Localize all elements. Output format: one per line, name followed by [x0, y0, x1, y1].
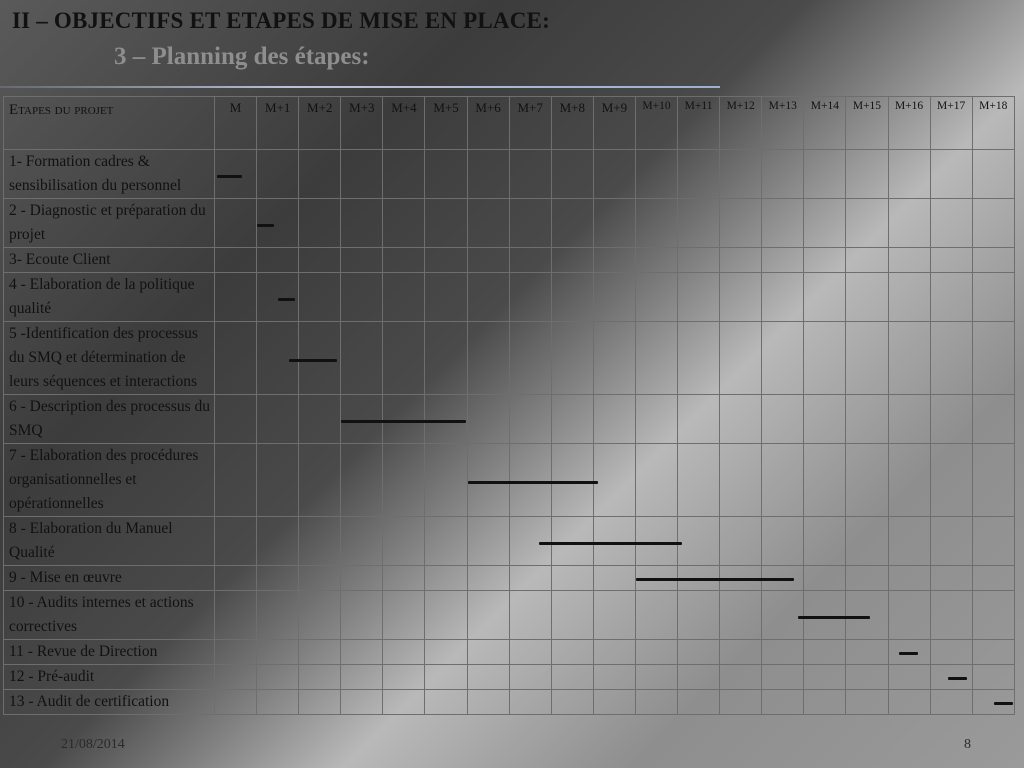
month-cell: [341, 665, 383, 690]
step-row: [4, 566, 1015, 591]
month-cell: [425, 273, 467, 322]
month-header: M+1: [257, 97, 299, 150]
month-cell: [972, 395, 1014, 444]
month-cell: [215, 665, 257, 690]
month-cell: [425, 150, 467, 199]
month-cell: [383, 199, 425, 248]
month-cell: [425, 248, 467, 273]
month-cell: [888, 690, 930, 715]
month-cell: [509, 566, 551, 591]
month-cell: [551, 273, 593, 322]
month-cell: [341, 199, 383, 248]
month-cell: [551, 640, 593, 665]
month-cell: [509, 640, 551, 665]
month-cell: [720, 395, 762, 444]
month-cell: [762, 640, 804, 665]
step-label: 3- Ecoute Client: [4, 248, 215, 273]
month-cell: [846, 150, 888, 199]
month-cell: [383, 566, 425, 591]
month-cell: [467, 591, 509, 640]
step-row: [4, 665, 1015, 690]
month-cell: [972, 517, 1014, 566]
step-row: [4, 150, 1015, 199]
month-cell: [215, 690, 257, 715]
month-cell: [635, 150, 677, 199]
month-cell: [215, 248, 257, 273]
month-cell: [930, 640, 972, 665]
month-cell: [846, 322, 888, 395]
month-cell: [593, 150, 635, 199]
month-cell: [804, 444, 846, 517]
month-cell: [635, 248, 677, 273]
timeline-bar: [899, 652, 918, 655]
month-cell: [299, 248, 341, 273]
timeline-bar: [278, 298, 295, 301]
month-cell: [888, 566, 930, 591]
month-cell: [678, 665, 720, 690]
month-cell: [930, 150, 972, 199]
month-header: M+18: [972, 97, 1014, 150]
month-header: M+12: [720, 97, 762, 150]
month-cell: [678, 395, 720, 444]
month-cell: [972, 248, 1014, 273]
month-cell: [720, 199, 762, 248]
step-row: [4, 640, 1015, 665]
month-cell: [635, 444, 677, 517]
month-cell: [383, 591, 425, 640]
month-cell: [635, 665, 677, 690]
month-cell: [972, 591, 1014, 640]
month-cell: [972, 322, 1014, 395]
month-cell: [846, 690, 888, 715]
month-cell: [215, 640, 257, 665]
month-cell: [257, 640, 299, 665]
step-label: 1- Formation cadres & sensibilisation du personnel: [4, 150, 215, 199]
month-cell: [804, 640, 846, 665]
month-cell: [383, 273, 425, 322]
month-cell: [762, 322, 804, 395]
month-cell: [930, 248, 972, 273]
month-cell: [509, 665, 551, 690]
month-cell: [299, 517, 341, 566]
month-cell: [762, 690, 804, 715]
month-header: M+10: [635, 97, 677, 150]
month-cell: [635, 199, 677, 248]
month-cell: [888, 248, 930, 273]
month-cell: [635, 395, 677, 444]
month-cell: [678, 322, 720, 395]
slide-page-number: 8: [964, 737, 971, 752]
month-cell: [804, 150, 846, 199]
step-label: 6 - Description des processus du SMQ: [4, 395, 215, 444]
month-cell: [678, 517, 720, 566]
slide-title: II – OBJECTIFS ET ETAPES DE MISE EN PLACE:: [12, 8, 550, 33]
month-cell: [551, 150, 593, 199]
month-cell: [678, 640, 720, 665]
month-cell: [846, 665, 888, 690]
month-cell: [888, 322, 930, 395]
month-cell: [846, 566, 888, 591]
month-cell: [804, 273, 846, 322]
step-label: 2 - Diagnostic et préparation du projet: [4, 199, 215, 248]
timeline-bar: [994, 702, 1013, 705]
gantt-header-row: [4, 97, 1015, 150]
month-cell: [720, 517, 762, 566]
month-cell: [762, 395, 804, 444]
month-cell: [509, 199, 551, 248]
month-cell: [762, 444, 804, 517]
month-cell: [341, 640, 383, 665]
month-cell: [888, 591, 930, 640]
month-cell: [720, 690, 762, 715]
month-cell: [972, 665, 1014, 690]
month-cell: [930, 517, 972, 566]
month-cell: [930, 591, 972, 640]
month-cell: [678, 591, 720, 640]
month-cell: [635, 591, 677, 640]
month-cell: [299, 444, 341, 517]
step-label: 10 - Audits internes et actions correctives: [4, 591, 215, 640]
month-cell: [972, 273, 1014, 322]
month-header: M+13: [762, 97, 804, 150]
step-label: 8 - Elaboration du Manuel Qualité: [4, 517, 215, 566]
step-row: [4, 444, 1015, 517]
month-cell: [762, 199, 804, 248]
month-cell: [720, 322, 762, 395]
month-cell: [299, 665, 341, 690]
month-cell: [299, 591, 341, 640]
month-cell: [635, 690, 677, 715]
timeline-bar: [636, 578, 794, 581]
month-cell: [762, 665, 804, 690]
month-header: M+2: [299, 97, 341, 150]
month-cell: [341, 322, 383, 395]
month-cell: [720, 444, 762, 517]
month-cell: [299, 566, 341, 591]
month-cell: [383, 150, 425, 199]
timeline-bar: [468, 481, 599, 484]
month-cell: [593, 665, 635, 690]
month-cell: [551, 566, 593, 591]
month-cell: [215, 591, 257, 640]
step-label: 5 -Identification des processus du SMQ et détermination de leurs séquences et interactions: [4, 322, 215, 395]
month-cell: [930, 273, 972, 322]
month-cell: [551, 199, 593, 248]
month-header: M+16: [888, 97, 930, 150]
timeline-bar: [539, 542, 682, 545]
month-cell: [425, 665, 467, 690]
month-cell: [593, 690, 635, 715]
month-cell: [215, 150, 257, 199]
month-cell: [846, 248, 888, 273]
step-row: [4, 322, 1015, 395]
month-cell: [720, 640, 762, 665]
month-cell: [888, 273, 930, 322]
month-cell: [341, 566, 383, 591]
month-cell: [467, 150, 509, 199]
month-cell: [257, 690, 299, 715]
month-cell: [299, 395, 341, 444]
month-header: M+6: [467, 97, 509, 150]
month-cell: [804, 199, 846, 248]
step-row: [4, 517, 1015, 566]
month-cell: [467, 566, 509, 591]
month-cell: [509, 248, 551, 273]
month-cell: [635, 640, 677, 665]
month-cell: [762, 150, 804, 199]
month-cell: [635, 322, 677, 395]
month-cell: [467, 665, 509, 690]
step-row: [4, 395, 1015, 444]
month-cell: [593, 444, 635, 517]
timeline-bar: [257, 224, 274, 227]
month-cell: [425, 199, 467, 248]
month-cell: [846, 640, 888, 665]
month-cell: [299, 273, 341, 322]
step-label: 12 - Pré-audit: [4, 665, 215, 690]
month-cell: [930, 322, 972, 395]
month-cell: [846, 273, 888, 322]
month-cell: [930, 690, 972, 715]
month-header: M+11: [678, 97, 720, 150]
month-cell: [930, 395, 972, 444]
step-label: 4 - Elaboration de la politique qualité: [4, 273, 215, 322]
month-cell: [299, 640, 341, 665]
month-cell: [257, 150, 299, 199]
month-cell: [888, 665, 930, 690]
month-cell: [551, 322, 593, 395]
month-cell: [215, 566, 257, 591]
title-divider: [0, 86, 720, 88]
month-cell: [341, 591, 383, 640]
month-cell: [425, 690, 467, 715]
month-cell: [720, 273, 762, 322]
month-cell: [509, 322, 551, 395]
month-cell: [425, 322, 467, 395]
month-cell: [341, 248, 383, 273]
month-cell: [425, 517, 467, 566]
month-cell: [257, 566, 299, 591]
month-cell: [593, 640, 635, 665]
month-cell: [509, 591, 551, 640]
month-cell: [678, 444, 720, 517]
month-cell: [846, 517, 888, 566]
month-cell: [299, 690, 341, 715]
month-header: M+4: [383, 97, 425, 150]
month-cell: [888, 517, 930, 566]
month-cell: [846, 444, 888, 517]
month-cell: [972, 640, 1014, 665]
month-cell: [425, 591, 467, 640]
month-cell: [972, 444, 1014, 517]
step-label: 7 - Elaboration des procédures organisationnelles et opérationnelles: [4, 444, 215, 517]
month-header: M+17: [930, 97, 972, 150]
month-cell: [720, 248, 762, 273]
step-label: 13 - Audit de certification: [4, 690, 215, 715]
timeline-bar: [289, 359, 337, 362]
month-cell: [762, 273, 804, 322]
month-cell: [425, 640, 467, 665]
month-cell: [215, 444, 257, 517]
month-cell: [383, 665, 425, 690]
month-header: M+15: [846, 97, 888, 150]
month-cell: [804, 517, 846, 566]
month-cell: [593, 395, 635, 444]
month-cell: [762, 591, 804, 640]
month-cell: [678, 690, 720, 715]
month-cell: [593, 273, 635, 322]
month-cell: [341, 150, 383, 199]
month-cell: [551, 690, 593, 715]
gantt-table: [3, 96, 1015, 715]
step-row: [4, 248, 1015, 273]
timeline-bar: [341, 420, 465, 423]
month-cell: [720, 665, 762, 690]
month-cell: [341, 273, 383, 322]
month-cell: [299, 150, 341, 199]
month-cell: [720, 150, 762, 199]
month-cell: [846, 395, 888, 444]
month-cell: [257, 248, 299, 273]
step-row: [4, 690, 1015, 715]
month-header: M+8: [551, 97, 593, 150]
timeline-bar: [948, 677, 967, 680]
month-cell: [678, 199, 720, 248]
month-cell: [467, 395, 509, 444]
month-cell: [467, 640, 509, 665]
month-cell: [257, 395, 299, 444]
month-cell: [383, 640, 425, 665]
month-cell: [467, 273, 509, 322]
month-cell: [930, 566, 972, 591]
month-header: M+9: [593, 97, 635, 150]
month-cell: [383, 322, 425, 395]
month-cell: [972, 566, 1014, 591]
month-cell: [804, 248, 846, 273]
month-cell: [888, 395, 930, 444]
month-cell: [467, 322, 509, 395]
month-cell: [383, 444, 425, 517]
month-cell: [257, 665, 299, 690]
month-cell: [341, 517, 383, 566]
month-cell: [762, 248, 804, 273]
month-header: M+7: [509, 97, 551, 150]
month-cell: [762, 517, 804, 566]
month-cell: [972, 199, 1014, 248]
month-cell: [425, 444, 467, 517]
month-cell: [804, 690, 846, 715]
step-row: [4, 273, 1015, 322]
month-cell: [509, 150, 551, 199]
month-cell: [551, 591, 593, 640]
month-cell: [804, 566, 846, 591]
month-cell: [215, 199, 257, 248]
timeline-bar: [798, 616, 870, 619]
month-cell: [804, 665, 846, 690]
month-cell: [804, 395, 846, 444]
month-cell: [509, 395, 551, 444]
month-cell: [257, 517, 299, 566]
slide-subtitle: 3 – Planning des étapes:: [114, 43, 370, 70]
month-cell: [720, 591, 762, 640]
month-cell: [425, 566, 467, 591]
month-cell: [593, 248, 635, 273]
month-cell: [635, 273, 677, 322]
month-cell: [383, 248, 425, 273]
month-cell: [846, 199, 888, 248]
month-cell: [930, 444, 972, 517]
month-cell: [888, 444, 930, 517]
month-cell: [888, 150, 930, 199]
month-cell: [467, 690, 509, 715]
month-cell: [509, 273, 551, 322]
month-cell: [257, 591, 299, 640]
month-cell: [215, 395, 257, 444]
steps-column-header: Etapes du projet: [4, 97, 215, 150]
month-cell: [467, 248, 509, 273]
month-cell: [593, 199, 635, 248]
month-cell: [509, 690, 551, 715]
month-cell: [593, 591, 635, 640]
month-cell: [678, 248, 720, 273]
step-row: [4, 199, 1015, 248]
month-cell: [551, 395, 593, 444]
month-cell: [467, 517, 509, 566]
month-header: M+5: [425, 97, 467, 150]
month-header: M+3: [341, 97, 383, 150]
month-cell: [551, 665, 593, 690]
step-label: 9 - Mise en œuvre: [4, 566, 215, 591]
month-cell: [215, 273, 257, 322]
month-cell: [467, 199, 509, 248]
month-cell: [299, 199, 341, 248]
month-header: M+14: [804, 97, 846, 150]
month-cell: [678, 273, 720, 322]
month-cell: [930, 199, 972, 248]
month-cell: [383, 690, 425, 715]
month-cell: [341, 444, 383, 517]
month-cell: [888, 199, 930, 248]
month-cell: [678, 150, 720, 199]
month-cell: [383, 517, 425, 566]
step-label: 11 - Revue de Direction: [4, 640, 215, 665]
month-cell: [257, 444, 299, 517]
month-header: M: [215, 97, 257, 150]
month-cell: [972, 150, 1014, 199]
slide-date: 21/08/2014: [61, 737, 125, 752]
month-cell: [804, 322, 846, 395]
month-cell: [215, 322, 257, 395]
timeline-bar: [217, 175, 242, 178]
step-row: [4, 591, 1015, 640]
month-cell: [593, 566, 635, 591]
month-cell: [593, 322, 635, 395]
month-cell: [551, 248, 593, 273]
month-cell: [215, 517, 257, 566]
month-cell: [341, 690, 383, 715]
